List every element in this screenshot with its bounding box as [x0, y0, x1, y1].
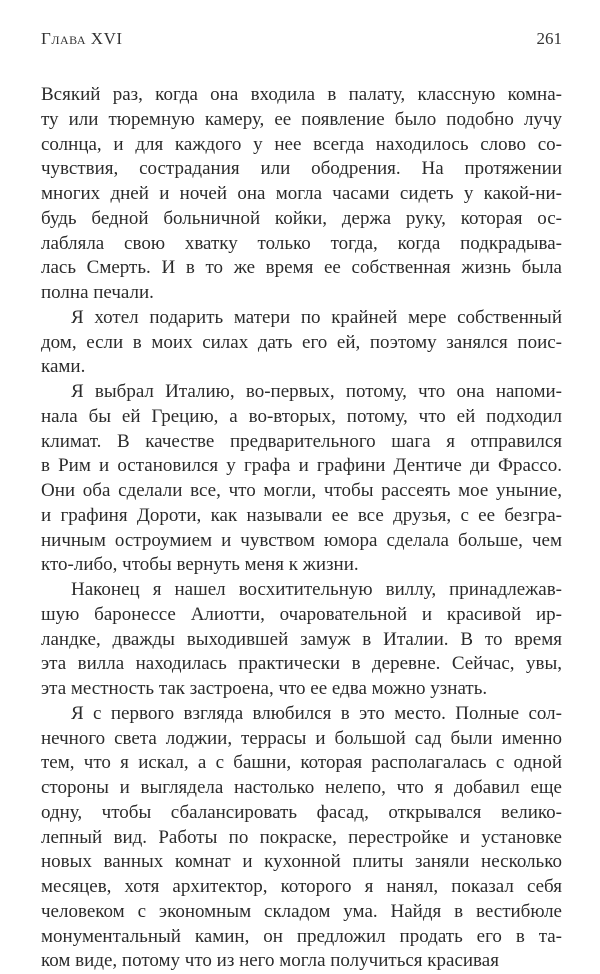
text-line: ничным остроумием и чувством юмора сделала больше, чем [41, 529, 562, 551]
text-line: месяцев, хотя архитектор, которого я нанял, показал себя [41, 876, 562, 897]
body-text [41, 83, 562, 974]
text-line: ту или тюремную камеру, ее появление было подобно лучу [41, 108, 562, 130]
text-line: в Рим и остановился у графа и графини Дентиче ди Фрассо. [41, 455, 562, 477]
text-line: монументальный камин, он предложил продать его в та- [41, 925, 562, 947]
text-line: Наконец я нашел восхитительную виллу, принадлежав- [71, 579, 562, 600]
page-number: 261 [536, 29, 562, 48]
text-line: Они оба сделали все, что могли, чтобы рассеять мое уныние, [41, 480, 562, 501]
text-line: лась Смерть. И в то же время ее собственная жизнь была [41, 257, 562, 279]
text-line: кто-либо, чтобы вернуть меня к жизни. [41, 554, 359, 576]
chapter-title: Глава XVI [41, 29, 123, 48]
text-line: климат. В качестве предварительного шага я отправился [41, 430, 562, 452]
text-line: одну, чтобы сбалансировать фасад, открывался велико- [41, 801, 562, 823]
text-line: Я хотел подарить матери по крайней мере собственный [71, 306, 562, 328]
text-line: лабляла свою хватку только тогда, когда подкрадыва- [41, 232, 562, 254]
text-line: многих дней и ночей она могла часами сидеть у какой-ни- [41, 183, 562, 204]
text-line: шую баронессе Алиотти, очаровательной и красивой ир- [41, 603, 562, 625]
text-line: солнца, и для каждого у нее всегда находилось слово со- [41, 133, 562, 155]
book-page [41, 0, 562, 972]
paragraph [41, 380, 562, 578]
paragraph [41, 83, 562, 306]
text-line: и графиня Дороти, как называли ее все друзья, с ее безгра- [41, 504, 562, 526]
text-line: стороны и выглядела настолько нелепо, что я добавил еще [41, 777, 562, 798]
text-line: дом, если в моих силах дать его ей, поэтому занялся поис- [41, 331, 562, 353]
text-line: лепный вид. Работы по покраске, перестройке и установке [41, 826, 562, 848]
paragraph [41, 702, 562, 974]
paragraph [41, 578, 562, 702]
text-line: полна печали. [41, 282, 154, 303]
text-line: ком виде, потому что из него могла получиться красивая [41, 950, 499, 972]
text-line: нала бы ей Грецию, а во-вторых, потому, что ей подходил [41, 405, 562, 427]
text-line: нечного света лоджии, террасы и большой сад были именно [41, 727, 562, 749]
text-line: ками. [41, 356, 86, 378]
text-line: человеком с экономным складом ума. Найдя в вестибюле [41, 900, 562, 922]
text-line: новых ванных комнат и кухонной плиты заняли несколько [41, 851, 562, 873]
paragraph [41, 306, 562, 380]
text-line: Всякий раз, когда она входила в палату, классную комна- [41, 84, 562, 105]
text-line: будь бедной больничной койки, держа руку, которая ос- [41, 207, 562, 229]
text-line: ландке, дважды выходившей замуж в Италии. В то время [41, 628, 562, 650]
text-line: тем, что я искал, а с башни, которая располагалась с одной [41, 752, 562, 774]
running-header [41, 29, 562, 51]
text-line: эта вилла находилась практически в деревне. Сейчас, увы, [41, 653, 562, 675]
text-line: Я выбрал Италию, во-первых, потому, что она напоми- [71, 381, 562, 402]
text-line: чувствия, сострадания или ободрения. На протяжении [41, 158, 562, 180]
text-line: эта местность так застроена, что ее едва можно узнать. [41, 678, 488, 699]
text-line: Я с первого взгляда влюбился в это место. Полные сол- [71, 702, 562, 724]
